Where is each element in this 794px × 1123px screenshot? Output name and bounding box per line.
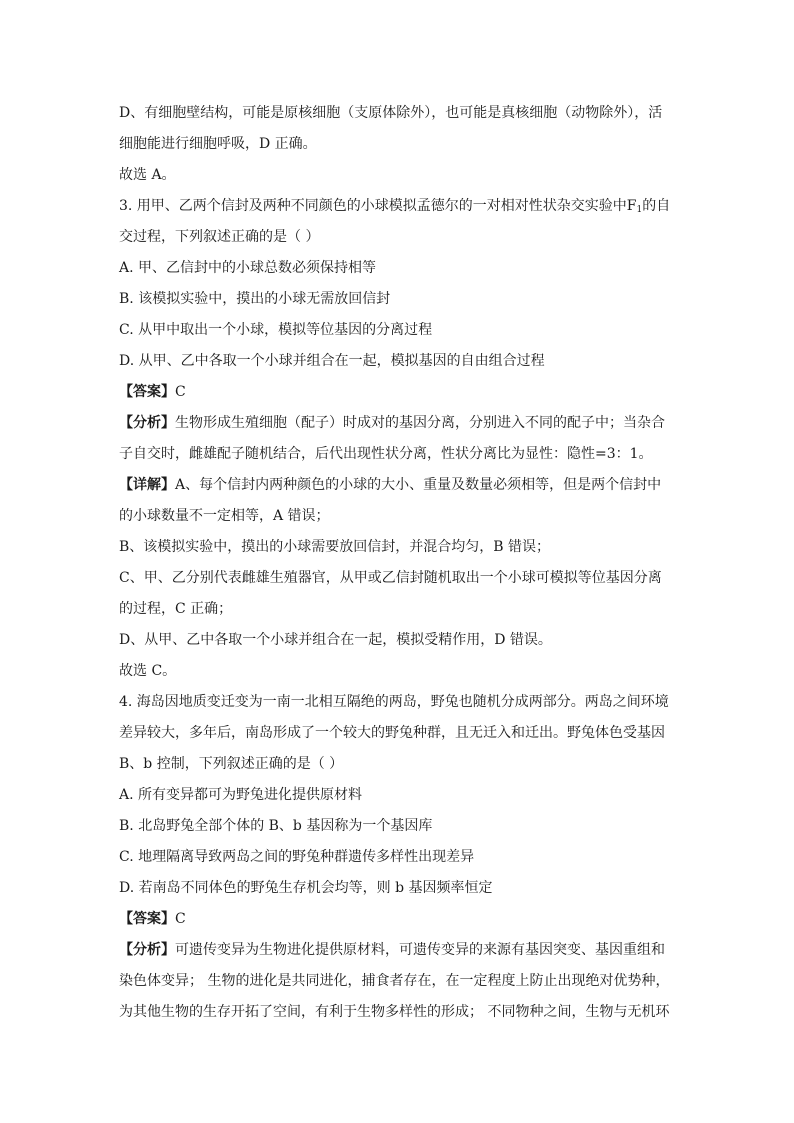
analysis-label: 【分析】 [119,415,175,431]
detail-label: 【详解】 [119,477,175,493]
text-span: D. 从甲、乙中各取一个小球并组合在一起，模拟基因的自由组合过程 [119,353,545,369]
text-span: 的小球数量不一定相等，A 错误； [119,508,330,524]
text-span: 生物形成生殖细胞（配子）时成对的基因分离，分别进入不同的配子中；当杂合 [175,415,665,431]
question-3-option-b [119,289,390,309]
text-span: 子自交时，雌雄配子随机结合，后代出现性状分离，性状分离比为显性：隐性=3：1。 [119,446,653,462]
answer-value: C [175,384,186,400]
question-3-option-c [119,320,432,340]
text-span: C. 从甲中取出一个小球，模拟等位基因的分离过程 [119,322,433,338]
text-span: 的过程，C 正确； [119,601,233,617]
question-4-stem [119,692,669,712]
explanation-line [119,103,662,123]
analysis-label: 【分析】 [119,942,175,958]
text-span: B、b 控制，下列叙述正确的是（ ） [119,756,344,772]
explanation-line [119,134,317,154]
question-4-stem [119,754,343,774]
analysis-line [119,971,669,991]
analysis-line [119,940,665,960]
question-3-stem [119,196,670,216]
text-span: 交过程，下列叙述正确的是（ ） [119,229,320,245]
text-span: 为其他生物的生存开拓了空间，有利于生物多样性的形成； 不同物种之间，生物与无机环 [119,1004,670,1020]
text-span: 可遗传变异为生物进化提供原材料，可遗传变异的来源有基因突变、基因重组和 [175,942,665,958]
detail-line [119,568,662,588]
text-span: 差异较大，多年后，南岛形成了一个较大的野兔种群，且无迁入和迁出。野兔体色受基因 [119,725,665,741]
analysis-line [119,444,653,464]
question-3-option-a [119,258,376,278]
text-span: 4. 海岛因地质变迁变为一南一北相互隔绝的两岛，野兔也随机分成两部分。两岛之间环境 [119,694,669,710]
text-span: 3. 用甲、乙两个信封及两种不同颜色的小球模拟孟德尔的一对相对性状杂交实验中F [119,198,637,214]
question-4-option-d [119,878,493,898]
text-span: C. 地理隔离导致两岛之间的野兔种群遗传多样性出现差异 [119,849,475,865]
question-3-option-d [119,351,545,371]
detail-line [119,630,552,650]
text-span: 故选 A。 [119,167,176,183]
text-span: B. 该模拟实验中，摸出的小球无需放回信封 [119,291,391,307]
text-span: C、甲、乙分别代表雌雄生殖器官，从甲或乙信封随机取出一个小球可模拟等位基因分离 [119,570,662,586]
detail-line [119,475,661,495]
text-span: A、每个信封内两种颜色的小球的大小、重量及数量必须相等，但是两个信封中 [175,477,662,493]
text-span: D、从甲、乙中各取一个小球并组合在一起，模拟受精作用，D 错误。 [119,632,552,648]
text-span: 故选 C。 [119,663,177,679]
text-span: 细胞能进行细胞呼吸，D 正确。 [119,136,317,152]
answer-label: 【答案】 [119,384,175,400]
question-4-option-a [119,785,362,805]
detail-line [119,506,330,526]
answer-label: 【答案】 [119,911,175,927]
conclusion-line [119,661,176,681]
text-span: 的自 [642,198,671,214]
text-span: 染色体变异； 生物的进化是共同进化，捕食者存在，在一定程度上防止出现绝对优势种， [119,973,670,989]
text-span: B. 北岛野兔全部个体的 B、b 基因称为一个基因库 [119,818,433,834]
text-span: D、有细胞壁结构，可能是原核细胞（支原体除外），也可能是真核细胞（动物除外），活 [119,105,663,121]
text-span: A. 所有变异都可为野兔进化提供原材料 [119,787,363,803]
question-3-stem [119,227,319,247]
conclusion-line [119,165,176,185]
text-span: D. 若南岛不同体色的野兔生存机会均等，则 b 基因频率恒定 [119,880,493,896]
analysis-line [119,413,665,433]
detail-line [119,537,550,557]
answer-line [119,382,186,402]
question-4-stem [119,723,665,743]
text-span: A. 甲、乙信封中的小球总数必须保持相等 [119,260,377,276]
answer-line [119,909,186,929]
subscript: 1 [636,205,643,215]
question-4-option-b [119,816,432,836]
answer-value: C [175,911,186,927]
detail-line [119,599,232,619]
text-span: B、该模拟实验中，摸出的小球需要放回信封，并混合均匀，B 错误； [119,539,551,555]
analysis-line [119,1002,669,1022]
question-4-option-c [119,847,474,867]
